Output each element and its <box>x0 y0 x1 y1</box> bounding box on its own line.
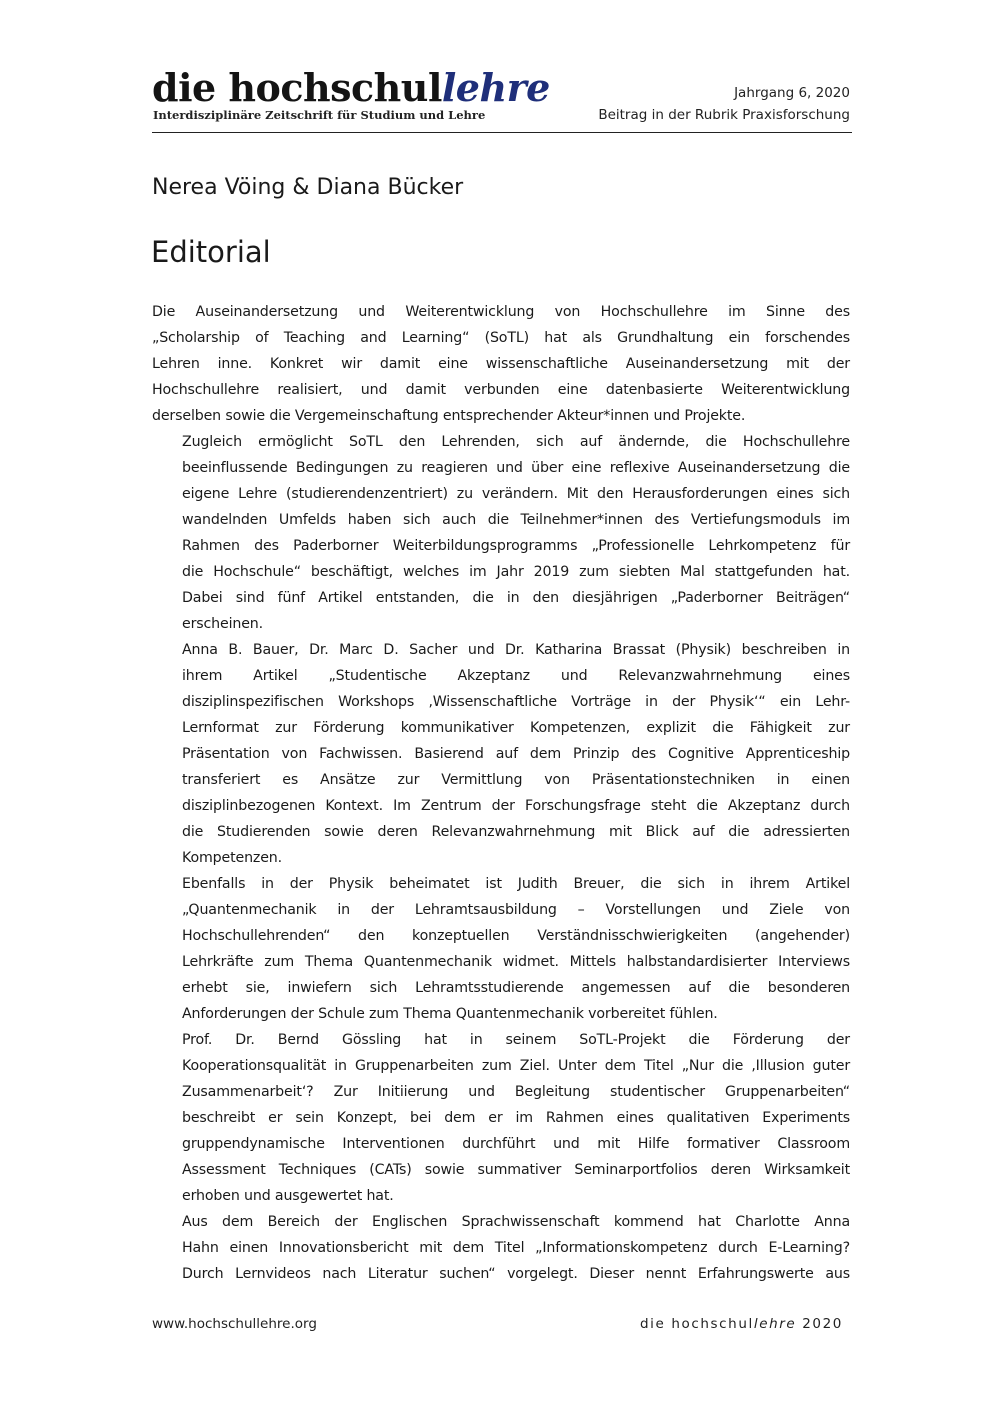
body-line: Kompetenzen. <box>182 850 282 866</box>
body-paragraph <box>152 1209 850 1287</box>
body-paragraph <box>152 429 850 637</box>
footer-year: 2020 <box>802 1316 843 1332</box>
body-line: transferiert es Ansätze zur Vermittlung von Präsentationstechniken in einen <box>182 772 850 788</box>
body-paragraph <box>152 299 850 429</box>
body-line: ihrem Artikel „Studentische Akzeptanz und Relevanzwahrnehmung eines <box>182 668 850 684</box>
logo-suffix: lehre <box>441 65 550 110</box>
body-line: Zusammenarbeit‘? Zur Initiierung und Begleitung studentischer Gruppenarbeiten“ <box>182 1084 850 1100</box>
body-line: Rahmen des Paderborner Weiterbildungsprogramms „Professionelle Lehrkompetenz für <box>182 538 850 554</box>
body-line: gruppendynamische Interventionen durchführt und mit Hilfe formativer Classroom <box>182 1136 850 1152</box>
body-line: „Quantenmechanik in der Lehramtsausbildung – Vorstellungen und Ziele von <box>182 902 850 918</box>
volume-label: Jahrgang 6, 2020 <box>734 85 850 101</box>
footer-brand <box>640 1314 843 1334</box>
body-line: derselben sowie die Vergemeinschaftung entsprechender Akteur*innen und Projekte. <box>152 408 746 424</box>
body-line: „Scholarship of Teaching and Learning“ (SoTL) hat als Grundhaltung ein forschendes <box>152 330 850 346</box>
body-line: erhoben und ausgewertet hat. <box>182 1188 394 1204</box>
footer-brand-prefix: die hochschul <box>640 1316 754 1332</box>
body-line: Lehrkräfte zum Thema Quantenmechanik widmet. Mittels halbstandardisierter Interviews <box>182 954 850 970</box>
body-line: Kooperationsqualität in Gruppenarbeiten zum Ziel. Unter dem Titel „Nur die ‚Illusion guter <box>182 1058 850 1074</box>
body-line: Präsentation von Fachwissen. Basierend auf dem Prinzip des Cognitive Apprenticeship <box>182 746 850 762</box>
body-line: die Studierenden sowie deren Relevanzwahrnehmung mit Blick auf die adressierten <box>182 824 850 840</box>
body-line: Die Auseinandersetzung und Weiterentwicklung von Hochschullehre im Sinne des <box>152 304 850 320</box>
footer-brand-italic: lehre <box>753 1316 797 1332</box>
body-paragraph <box>152 1027 850 1209</box>
rubric-label: Beitrag in der Rubrik Praxisforschung <box>598 107 850 123</box>
body-line: wandelnden Umfelds haben sich auch die Teilnehmer*innen des Vertiefungsmoduls im <box>182 512 850 528</box>
body-line: Prof. Dr. Bernd Gössling hat in seinem SoTL-Projekt die Förderung der <box>182 1032 850 1048</box>
body-line: Aus dem Bereich der Englischen Sprachwissenschaft kommend hat Charlotte Anna <box>182 1214 850 1230</box>
body-paragraph <box>152 637 850 871</box>
body-line: beeinflussende Bedingungen zu reagieren und über eine reflexive Auseinandersetzung die <box>182 460 850 476</box>
body-line: erhebt sie, inwiefern sich Lehramtsstudierende angemessen auf die besonderen <box>182 980 850 996</box>
body-line: disziplinbezogenen Kontext. Im Zentrum der Forschungsfrage steht die Akzeptanz durch <box>182 798 850 814</box>
body-line: Durch Lernvideos nach Literatur suchen“ vorgelegt. Dieser nennt Erfahrungswerte aus <box>182 1266 850 1282</box>
issue-info <box>598 82 850 126</box>
journal-subtitle: Interdisziplinäre Zeitschrift für Studium und Lehre <box>153 108 486 122</box>
body-line: Ebenfalls in der Physik beheimatet ist Judith Breuer, die sich in ihrem Artikel <box>182 876 850 892</box>
article-authors: Nerea Vöing & Diana Bücker <box>152 175 464 200</box>
body-line: eigene Lehre (studierendenzentriert) zu verändern. Mit den Herausforderungen eines sich <box>182 486 850 502</box>
body-line: Assessment Techniques (CATs) sowie summativer Seminarportfolios deren Wirksamkeit <box>182 1162 850 1178</box>
body-line: disziplinspezifischen Workshops ‚Wissenschaftliche Vorträge in der Physik‘“ ein Lehr- <box>182 694 850 710</box>
body-line: Anforderungen der Schule zum Thema Quantenmechanik vorbereitet fühlen. <box>182 1006 718 1022</box>
logo-prefix: die hochschul <box>152 65 442 110</box>
body-line: Zugleich ermöglicht SoTL den Lehrenden, sich auf ändernde, die Hochschullehre <box>182 434 850 450</box>
journal-logo <box>152 65 550 110</box>
article-title: Editorial <box>151 235 271 269</box>
body-line: beschreibt er sein Konzept, bei dem er im Rahmen eines qualitativen Experiments <box>182 1110 850 1126</box>
body-line: Dabei sind fünf Artikel entstanden, die in den diesjährigen „Paderborner Beiträgen“ <box>182 590 850 606</box>
footer-url: www.hochschullehre.org <box>152 1316 317 1332</box>
body-line: Lernformat zur Förderung kommunikativer Kompetenzen, explizit die Fähigkeit zur <box>182 720 850 736</box>
body-line: Hahn einen Innovationsbericht mit dem Titel „Informationskompetenz durch E-Learning? <box>182 1240 850 1256</box>
body-line: erscheinen. <box>182 616 263 632</box>
journal-header <box>152 65 852 133</box>
body-line: Anna B. Bauer, Dr. Marc D. Sacher und Dr. Katharina Brassat (Physik) beschreiben in <box>182 642 850 658</box>
body-line: Lehren inne. Konkret wir damit eine wissenschaftliche Auseinandersetzung mit der <box>152 356 850 372</box>
body-paragraph <box>152 871 850 1027</box>
body-line: die Hochschule“ beschäftigt, welches im Jahr 2019 zum siebten Mal stattgefunden hat. <box>182 564 850 580</box>
body-line: Hochschullehre realisiert, und damit verbunden eine datenbasierte Weiterentwicklung <box>152 382 850 398</box>
body-line: Hochschullehrenden“ den konzeptuellen Verständnisschwierigkeiten (angehender) <box>182 928 850 944</box>
article-body <box>152 299 850 1287</box>
